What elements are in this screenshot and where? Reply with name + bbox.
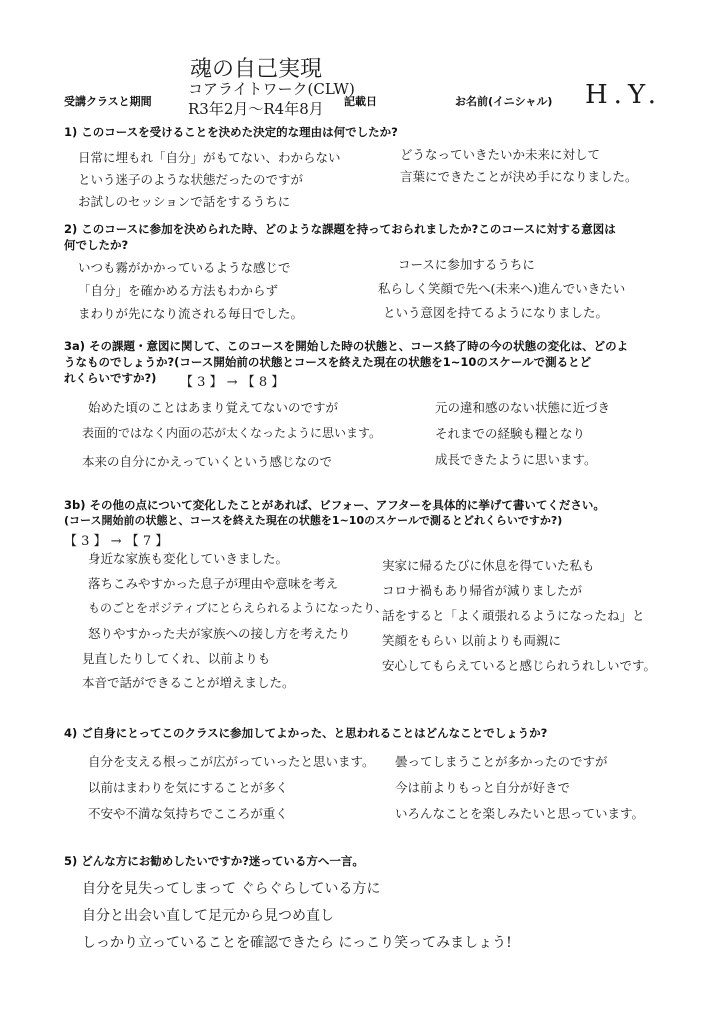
q2-left-line-3: まわりが先になり流される毎日でした。 <box>78 306 304 321</box>
class-period-label: 受講クラスと期間 <box>64 95 152 108</box>
q4-question <box>64 725 547 741</box>
q3b-left-line-1: 身近な家族も変化していきました。 <box>88 551 289 566</box>
q3b-left-line-3: ものごとをポジティブにとらえられるようになったり、 <box>88 601 388 615</box>
q3b-left-line-5: 見直したりしてくれ、以前よりも <box>82 651 271 666</box>
question-line: 4) ご自身にとってこのクラスに参加してよかった、と思われることはどんなことでしょうか? <box>64 726 548 740</box>
q1-right-line-2: 言葉にできたことが決め手になりました。 <box>400 169 638 184</box>
q2-question <box>64 221 616 253</box>
q5-line-1: 自分を見失ってしまって ぐらぐらしている方に <box>82 881 381 897</box>
name-initials: H.Y. <box>585 80 663 110</box>
q3b-right-line-1: 実家に帰るたびに休息を得ていた私も <box>382 558 595 573</box>
q2-right-line-2: 私らしく笑顔で先へ(未来へ)進んでいきたい <box>378 281 626 296</box>
question-line: 2) このコースに参加を決められた時、どのような課題を持っておられましたか?このコースに対する意図は <box>64 222 616 236</box>
q3a-right-line-2: それまでの経験も糧となり <box>435 426 586 441</box>
course-name: コアライトワーク(CLW) <box>188 80 355 98</box>
q3a-right-line-3: 成長できたように思います。 <box>435 452 597 467</box>
q1-left-line-1: 日常に埋もれ「自分」がもてない、わからない <box>78 150 341 165</box>
question-line: (コース開始前の状態と、コースを終えた現在の状態を1~10のスケールで測るとどれくらいですか?) <box>64 514 563 527</box>
q2-left-line-1: いつも霧がかかっているような感じで <box>78 260 291 275</box>
q3a-scale: 【 3 】 → 【 8 】 <box>180 375 285 390</box>
question-line: 1) このコースを受けることを決めた決定的な理由は何でしたか? <box>64 125 398 139</box>
name-label: お名前(イニシャル) <box>455 95 553 108</box>
q4-right-line-2: 今は前よりもっと自分が好きで <box>395 780 571 795</box>
q3b-scale: 【 3 】 → 【 7 】 <box>64 534 169 549</box>
q3b-right-line-3: 話をすると「よく頑張れるようになったね」と <box>382 608 645 623</box>
q3b-left-line-4: 怒りやすかった夫が家族への接し方を考えたり <box>88 626 351 641</box>
q2-right-line-1: コースに参加するうちに <box>398 257 535 272</box>
date-label: 記載日 <box>344 95 377 108</box>
question-line: 何でしたか? <box>64 238 129 252</box>
q3b-question <box>64 497 605 529</box>
q4-left-line-1: 自分を支える根っこが広がっていったと思います。 <box>88 754 375 769</box>
course-period: R3年2月～R4年8月 <box>188 100 324 118</box>
course-title: 魂の自己実現 <box>190 57 323 82</box>
q3a-left-line-1: 始めた頃のことはあまり覚えてないのですが <box>88 400 339 415</box>
q1-question <box>64 124 398 140</box>
q3a-left-line-2: 表面的ではなく内面の芯が太くなったように思います。 <box>82 426 382 440</box>
q1-left-line-3: お試しのセッションで話をするうちに <box>78 194 291 209</box>
q1-left-line-2: という迷子のような状態だったのですが <box>78 172 304 187</box>
q3b-left-line-2: 落ちこみやすかった息子が理由や意味を考え <box>88 576 339 591</box>
q2-left-line-2: 「自分」を確かめる方法もわからず <box>78 283 279 298</box>
q3a-question <box>64 338 628 386</box>
question-line: 3b) その他の点について変化したことがあれば、ビフォー、アフターを具体的に挙げて書いてください。 <box>64 498 605 512</box>
q3b-left-line-6: 本音で話ができることが増えました。 <box>82 675 295 690</box>
q3a-right-line-1: 元の違和感のない状態に近づき <box>435 400 611 415</box>
q5-question <box>64 853 364 869</box>
q4-left-line-3: 不安や不満な気持ちでこころが重く <box>88 806 288 821</box>
q4-left-line-2: 以前はまわりを気にすることが多く <box>88 780 289 795</box>
q5-line-3: しっかり立っていることを確認できたら にっこり笑ってみましょう! <box>82 935 512 951</box>
question-line: れくらいですか?) <box>64 371 157 385</box>
q3a-left-line-3: 本来の自分にかえっていくという感じなので <box>82 454 333 469</box>
q3b-right-line-2: コロナ禍もあり帰省が減りましたが <box>382 583 583 598</box>
q5-line-2: 自分と出会い直して足元から見つめ直し <box>82 908 334 924</box>
q3b-right-line-4: 笑顔をもらい 以前よりも両親に <box>382 633 561 648</box>
q1-right-line-1: どうなっていきたいか未来に対して <box>400 147 601 162</box>
question-line: 5) どんな方にお勧めしたいですか?迷っている方へ一言。 <box>64 854 364 868</box>
q2-right-line-3: という意図を持てるようになりました。 <box>383 305 609 320</box>
q3b-right-line-5: 安心してもらえていると感じられうれしいです。 <box>382 658 657 673</box>
q4-right-line-3: いろんなことを楽しみたいと思っています。 <box>395 806 645 821</box>
question-line: うなものでしょうか?(コース開始前の状態とコースを終えた現在の状態を1~10のスケールで測るとど <box>64 355 592 369</box>
q4-right-line-1: 曇ってしまうことが多かったのですが <box>395 754 608 769</box>
question-line: 3a) その課題・意図に関して、このコースを開始した時の状態と、コース終了時の今の状態の変化は、どのよ <box>64 339 629 353</box>
